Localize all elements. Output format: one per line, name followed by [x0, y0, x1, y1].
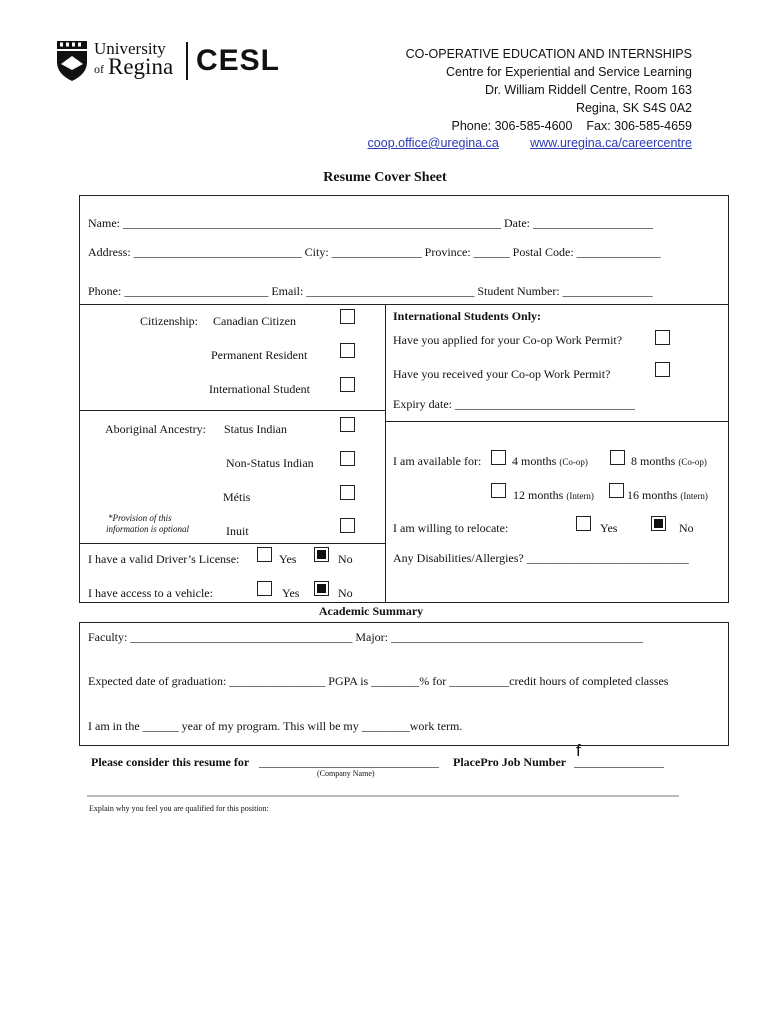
opt2-sub: (Co-op) — [678, 457, 707, 467]
academic-heading: Academic Summary — [318, 604, 424, 618]
availability-16-months-label — [627, 488, 708, 503]
logo-divider — [186, 42, 188, 80]
relocate-yes-checkbox[interactable] — [576, 516, 591, 531]
license-yes-label: Yes — [279, 552, 297, 566]
availability-16-months-checkbox[interactable] — [609, 483, 624, 498]
metis-checkbox[interactable] — [340, 485, 355, 500]
grid-center-line — [385, 304, 386, 603]
name-date-field[interactable]: Name: _______________________________________________________________ Date: ____________________ — [88, 216, 653, 230]
company-name-field[interactable]: ______________________________ — [259, 755, 439, 769]
faculty-major-field[interactable]: Faculty: _____________________________________ Major: __________________________________________ — [88, 630, 643, 644]
company-name-caption: (Company Name) — [317, 769, 375, 778]
website-link[interactable]: www.uregina.ca/careercentre — [530, 136, 692, 150]
grid-citizenship-bottom — [79, 410, 385, 411]
availability-8-months-label — [631, 454, 707, 469]
cesl-logo: CESL — [196, 44, 281, 77]
availability-4-months-label — [512, 454, 588, 469]
expiry-date-field[interactable]: Expiry date: ______________________________ — [393, 397, 635, 411]
relocate-no-label: No — [679, 521, 694, 535]
canadian-citizen-label: Canadian Citizen — [213, 314, 296, 328]
header-phone: Phone: 306-585-4600 — [451, 119, 573, 133]
inuit-checkbox[interactable] — [340, 518, 355, 533]
citizenship-label: Citizenship: — [140, 314, 198, 328]
vehicle-no-checkbox[interactable] — [314, 581, 329, 596]
work-permit-received-label: Have you received your Co-op Work Permit? — [393, 367, 611, 381]
opt1-text: 4 months — [512, 454, 557, 468]
page-title: Resume Cover Sheet — [323, 170, 447, 185]
aboriginal-label: Aboriginal Ancestry: — [105, 422, 206, 436]
opt4-sub: (Intern) — [680, 491, 708, 501]
license-no-checkbox[interactable] — [314, 547, 329, 562]
permanent-resident-checkbox[interactable] — [340, 343, 355, 358]
phone-email-field[interactable]: Phone: ________________________ Email: ____________________________ Student Number: _______________ — [88, 284, 653, 298]
license-no-label: No — [338, 552, 353, 566]
license-yes-checkbox[interactable] — [257, 547, 272, 562]
work-permit-received-checkbox[interactable] — [655, 362, 670, 377]
availability-12-months-label — [513, 488, 594, 503]
graduation-pgpa-field[interactable]: Expected date of graduation: ________________ PGPA is ________% for __________credit hours of completed classes — [88, 674, 669, 688]
work-permit-applied-checkbox[interactable] — [655, 330, 670, 345]
relocate-yes-label: Yes — [600, 521, 618, 535]
address-field[interactable]: Address: ____________________________ City: _______________ Province: ______ Postal Code: ______________ — [88, 245, 661, 259]
permanent-resident-label: Permanent Resident — [211, 348, 308, 362]
header-fax: Fax: 306-585-4659 — [586, 119, 692, 133]
divider-line — [87, 795, 679, 797]
availability-8-months-checkbox[interactable] — [610, 450, 625, 465]
work-permit-applied-label: Have you applied for your Co-op Work Permit? — [393, 333, 623, 347]
non-status-indian-checkbox[interactable] — [340, 451, 355, 466]
opt3-text: 12 months — [513, 488, 564, 502]
opt1-sub: (Co-op) — [559, 457, 588, 467]
grid-aboriginal-bottom — [79, 543, 385, 544]
logo-university: University — [94, 39, 166, 58]
logo-regina: Regina — [108, 54, 174, 79]
status-indian-checkbox[interactable] — [340, 417, 355, 432]
grid-intl-bottom — [385, 421, 729, 422]
status-indian-label: Status Indian — [224, 422, 287, 436]
header-phone-fax — [452, 119, 692, 133]
vehicle-label: I have access to a vehicle: — [88, 586, 213, 600]
opt3-sub: (Intern) — [566, 491, 594, 501]
opt4-text: 16 months — [627, 488, 678, 502]
vehicle-yes-label: Yes — [282, 586, 300, 600]
international-heading: International Students Only: — [393, 309, 542, 323]
relocate-no-checkbox[interactable] — [651, 516, 666, 531]
placepro-label: PlacePro Job Number — [453, 755, 567, 769]
availability-label: I am available for: — [393, 454, 482, 468]
inuit-label: Inuit — [226, 524, 249, 538]
work-term-field[interactable]: I am in the ______ year of my program. This will be my ________work term. — [88, 719, 463, 733]
placepro-f-mark: f — [576, 741, 581, 760]
optional-note-1: *Provision of this — [108, 513, 172, 523]
header-links — [368, 136, 692, 150]
university-logo — [56, 40, 181, 84]
vehicle-yes-checkbox[interactable] — [257, 581, 272, 596]
opt2-text: 8 months — [631, 454, 676, 468]
header-line3: Dr. William Riddell Centre, Room 163 — [484, 83, 692, 97]
canadian-citizen-checkbox[interactable] — [340, 309, 355, 324]
optional-note-2: information is optional — [106, 524, 190, 534]
explain-label: Explain why you feel you are qualified for this position: — [89, 804, 269, 813]
availability-12-months-checkbox[interactable] — [491, 483, 506, 498]
job-number-field[interactable]: _______________ — [574, 755, 664, 769]
shield-icon — [56, 40, 88, 82]
international-student-checkbox[interactable] — [340, 377, 355, 392]
logo-of: of — [94, 62, 104, 76]
grid-top-line — [79, 304, 729, 305]
vehicle-no-label: No — [338, 586, 353, 600]
consider-label: Please consider this resume for — [91, 755, 250, 769]
header-line1: CO-OPERATIVE EDUCATION AND INTERNSHIPS — [405, 47, 692, 61]
relocate-label: I am willing to relocate: — [393, 521, 509, 535]
disabilities-field[interactable]: Any Disabilities/Allergies? ___________________________ — [393, 551, 689, 565]
availability-4-months-checkbox[interactable] — [491, 450, 506, 465]
license-label: I have a valid Driver’s License: — [88, 552, 240, 566]
metis-label: Métis — [223, 490, 251, 504]
header-line2: Centre for Experiential and Service Learning — [446, 65, 692, 79]
non-status-indian-label: Non-Status Indian — [226, 456, 314, 470]
international-student-label: International Student — [209, 382, 310, 396]
email-link[interactable]: coop.office@uregina.ca — [367, 136, 499, 150]
header-line4: Regina, SK S4S 0A2 — [575, 101, 692, 115]
